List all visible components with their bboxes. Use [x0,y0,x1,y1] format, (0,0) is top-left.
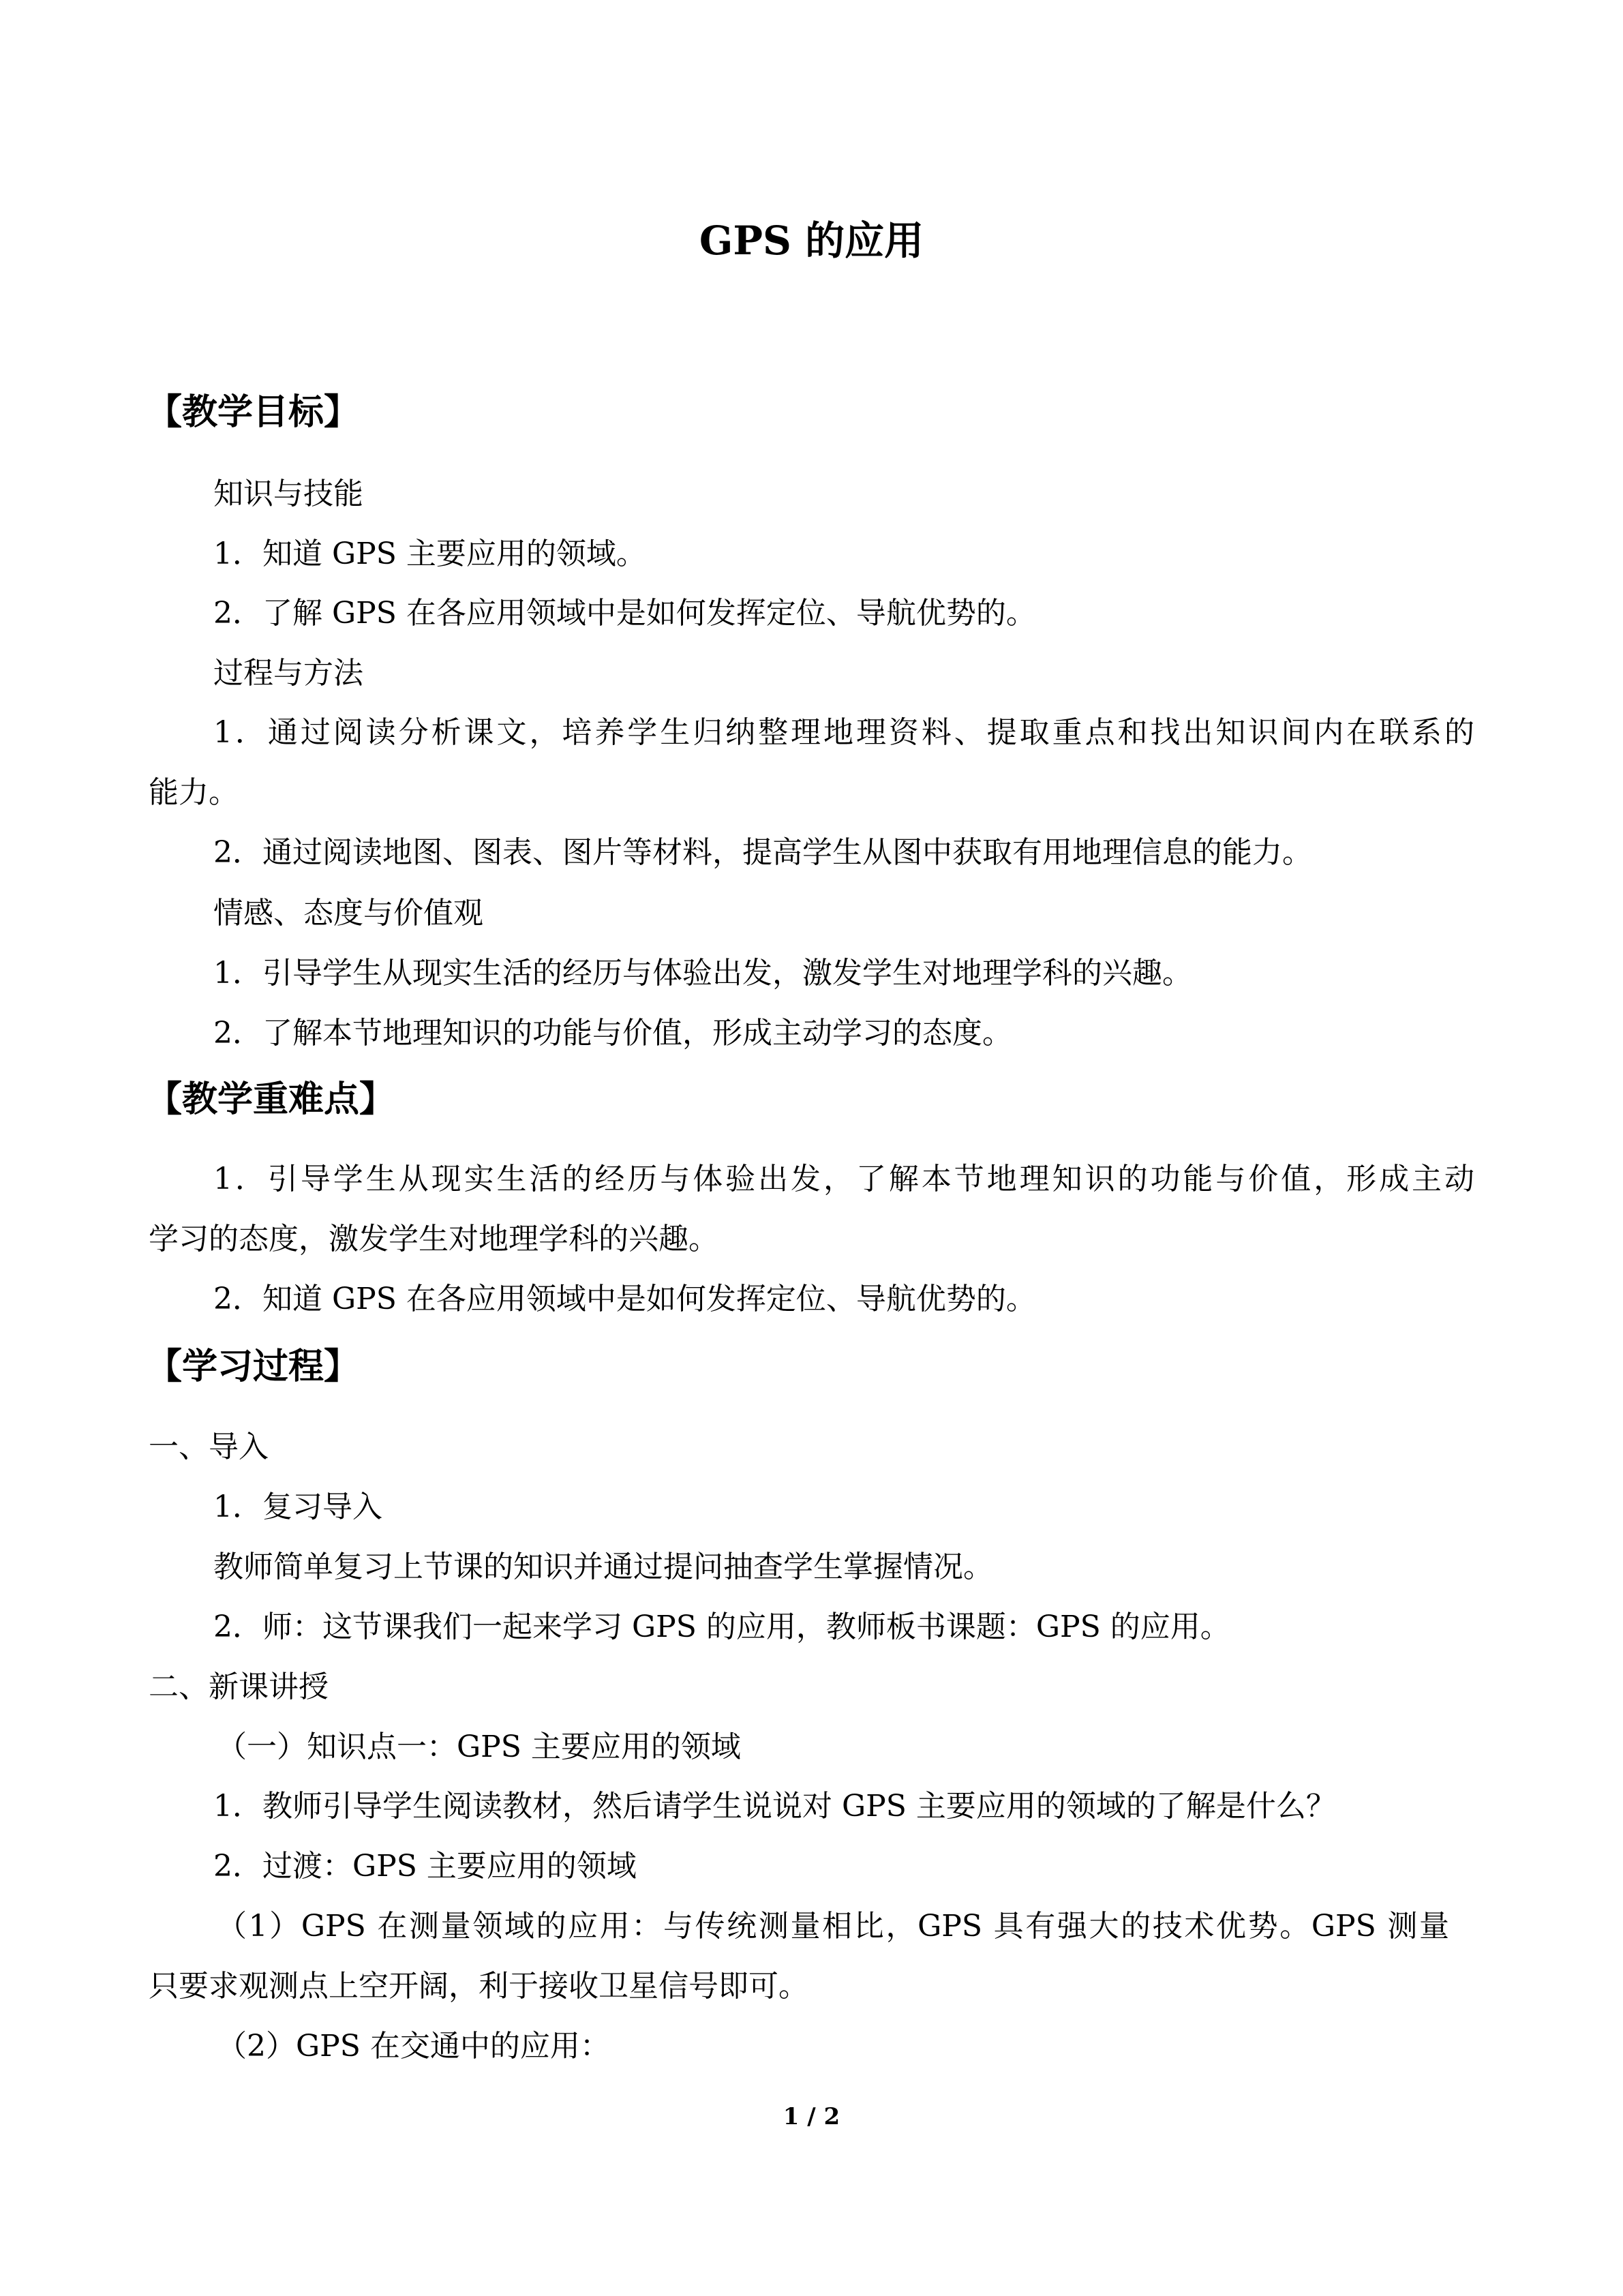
process-step-1: 1．教师引导学生阅读教材，然后请学生说说对 GPS 主要应用的领域的了解是什么？ [213,1789,1336,1824]
process-survey-line-1: （1）GPS 在测量领域的应用：与传统测量相比，GPS 具有强大的技术优势。GPS 测量 [217,1909,1449,1944]
process-part-1-item-1-text: 教师简单复习上节课的知识并通过提问抽查学生掌握情况。 [213,1550,993,1584]
section-heading-key-points: 【教学重难点】 [147,1079,395,1120]
process-part-1-item-2: 2．师：这节课我们一起来学习 GPS 的应用，教师板书课题：GPS 的应用。 [213,1610,1230,1644]
process-knowledge-point-1: （一）知识点一：GPS 主要应用的领域 [217,1729,741,1764]
key-points-item-1-line-2: 学习的态度，激发学生对地理学科的兴趣。 [149,1222,718,1256]
process-part-1-label: 一、导入 [149,1430,269,1464]
objectives-process-label: 过程与方法 [213,656,363,691]
objectives-knowledge-item-2: 2．了解 GPS 在各应用领域中是如何发挥定位、导航优势的。 [213,596,1036,631]
objectives-knowledge-item-1: 1．知道 GPS 主要应用的领域。 [213,537,646,571]
page-number: 1 / 2 [783,2103,840,2130]
process-part-2-label: 二、新课讲授 [149,1670,329,1704]
document-title: GPS 的应用 [699,217,924,264]
key-points-item-1-line-1: 1．引导学生从现实生活的经历与体验出发，了解本节地理知识的功能与价值，形成主动 [213,1162,1474,1196]
objectives-process-item-1-line-1: 1．通过阅读分析课文，培养学生归纳整理地理资料、提取重点和找出知识间内在联系的 [213,715,1474,750]
objectives-process-item-2: 2．通过阅读地图、图表、图片等材料，提高学生从图中获取有用地理信息的能力。 [213,835,1312,870]
objectives-emotion-item-1: 1．引导学生从现实生活的经历与体验出发，激发学生对地理学科的兴趣。 [213,956,1192,991]
process-traffic: （2）GPS 在交通中的应用： [217,2029,610,2064]
section-heading-process: 【学习过程】 [147,1346,360,1387]
objectives-process-item-1-line-2: 能力。 [149,775,239,810]
key-points-item-2: 2．知道 GPS 在各应用领域中是如何发挥定位、导航优势的。 [213,1282,1036,1316]
objectives-emotion-item-2: 2．了解本节地理知识的功能与价值，形成主动学习的态度。 [213,1016,1012,1051]
section-heading-objectives: 【教学目标】 [147,392,360,433]
process-survey-line-2: 只要求观测点上空开阔，利于接收卫星信号即可。 [149,1969,808,2004]
process-step-2: 2．过渡：GPS 主要应用的领域 [213,1849,637,1884]
objectives-knowledge-label: 知识与技能 [213,477,363,511]
process-part-1-item-1: 1．复习导入 [213,1490,382,1524]
objectives-emotion-label: 情感、态度与价值观 [213,896,483,931]
